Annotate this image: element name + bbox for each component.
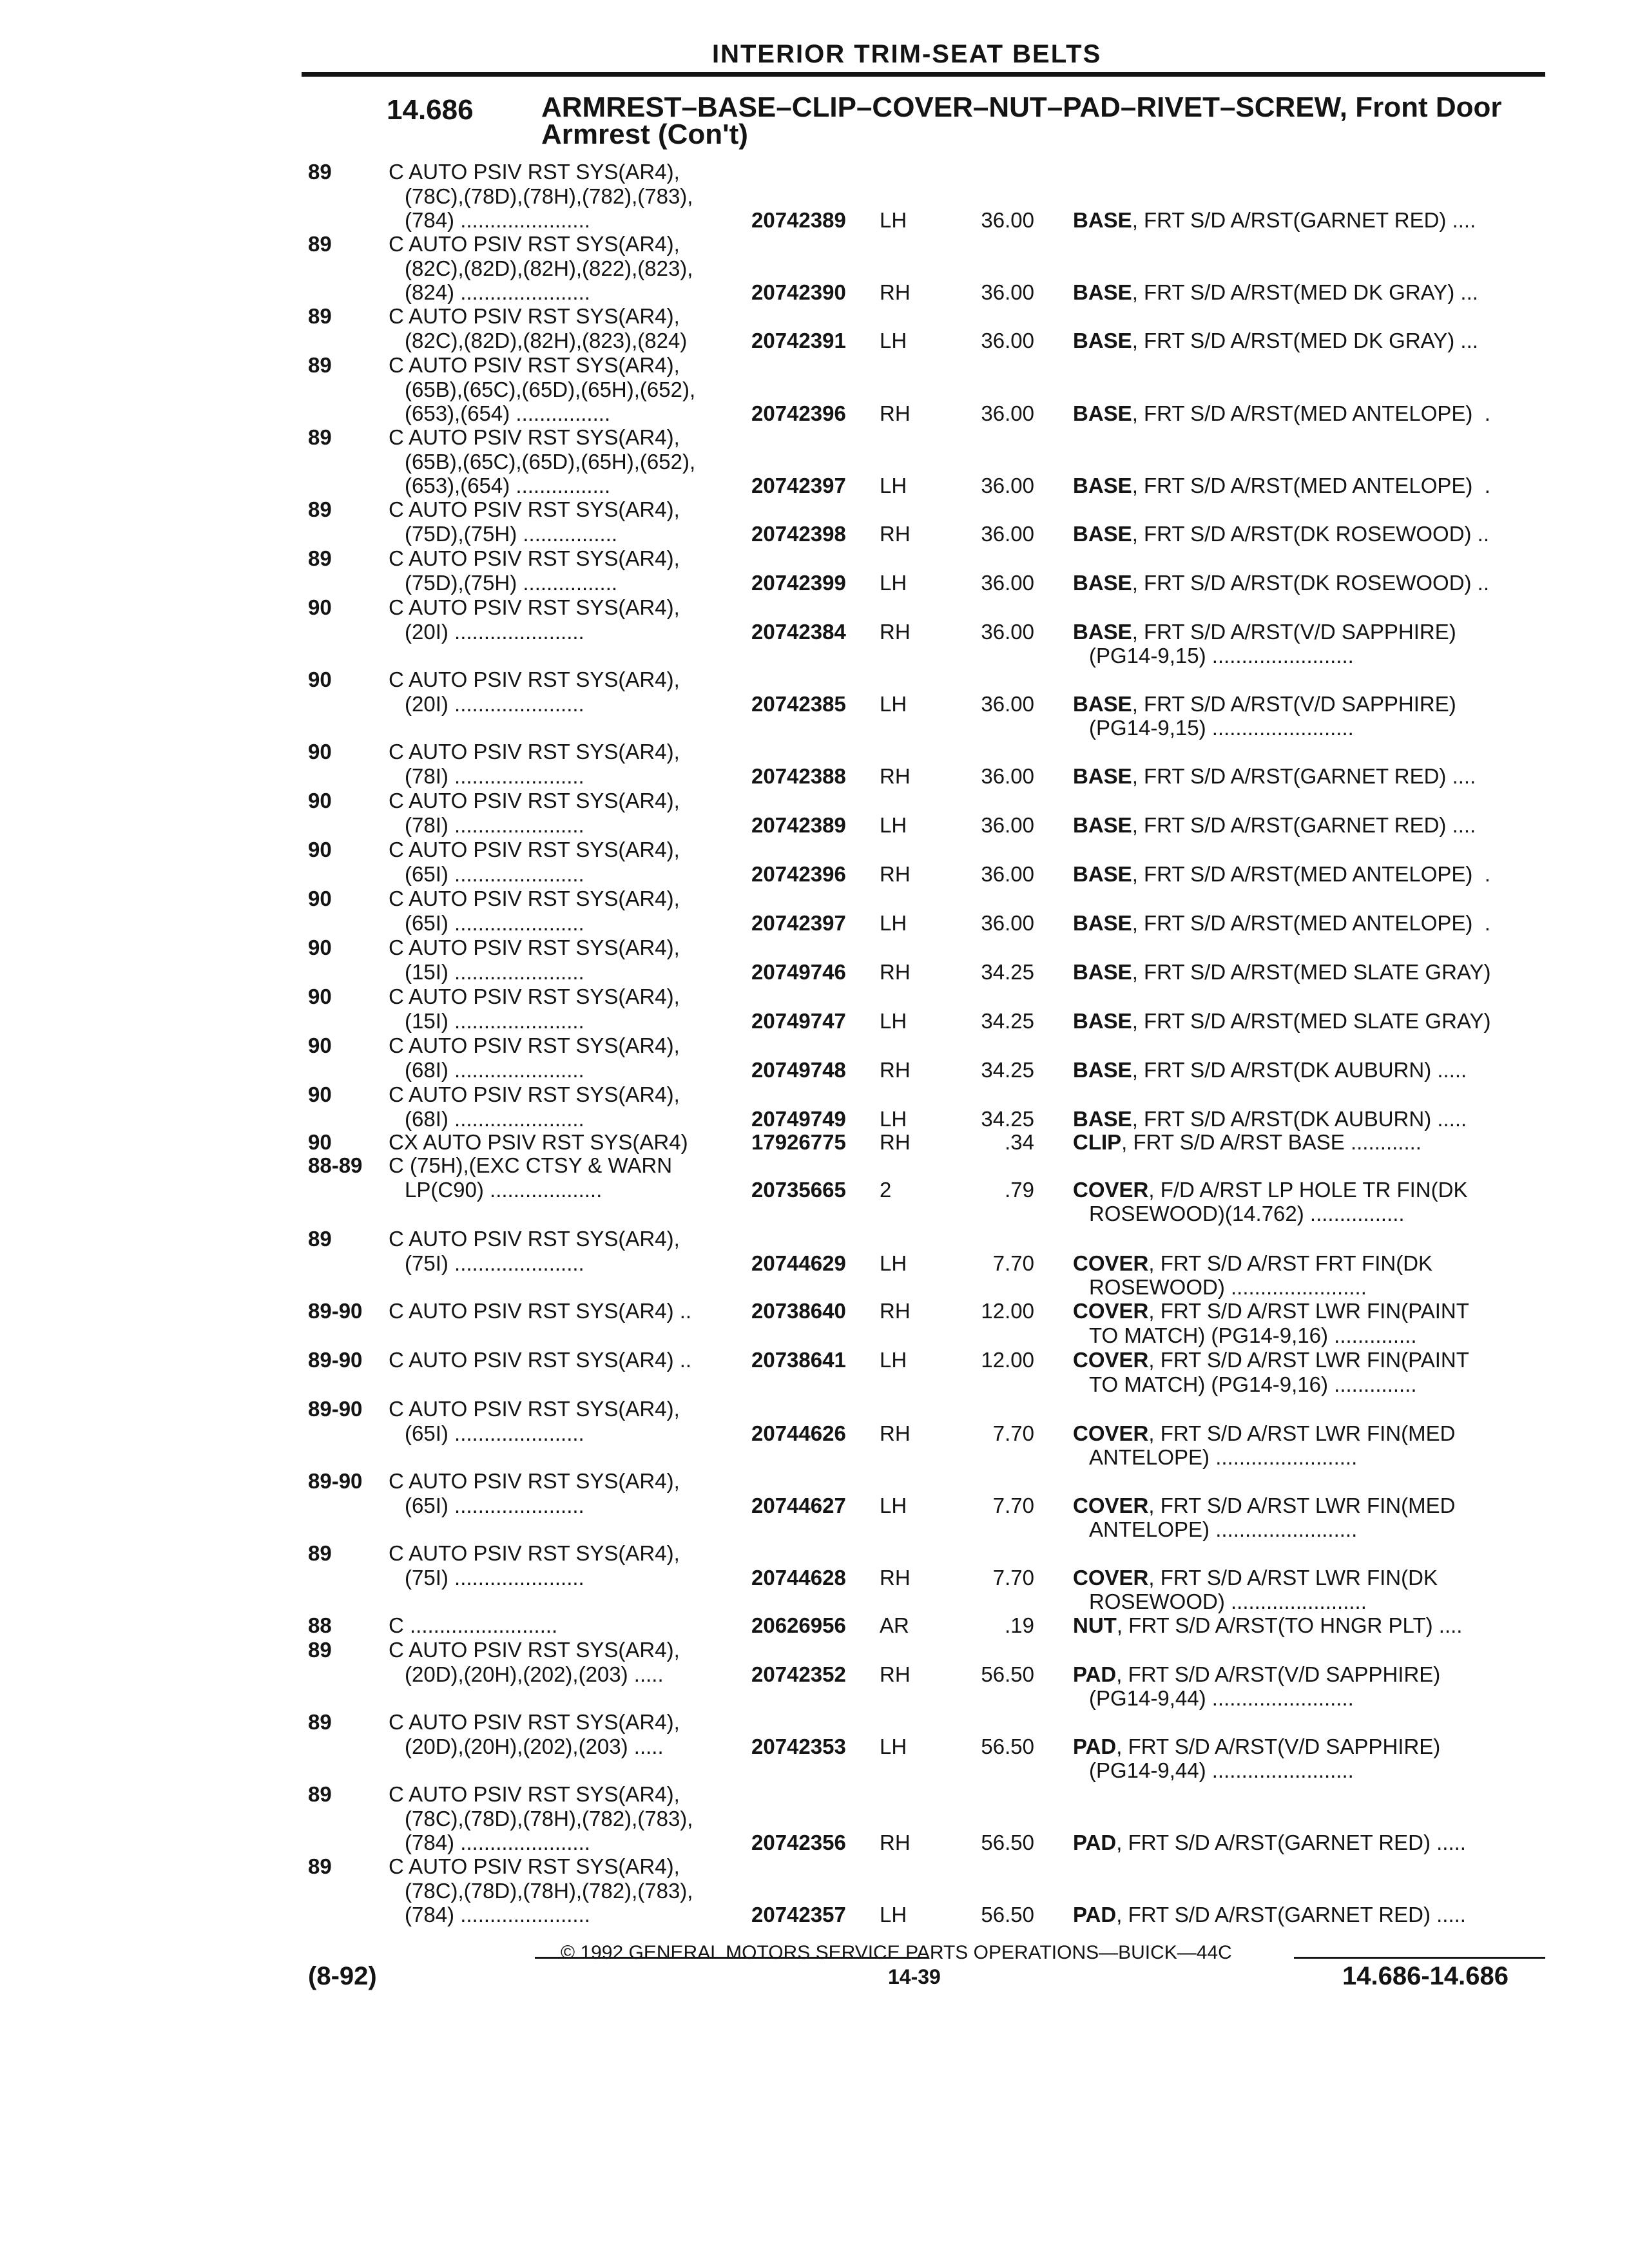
entry-year: 90 [308, 1130, 332, 1154]
entry-description-line: C AUTO PSIV RST SYS(AR4), [389, 425, 680, 449]
entry-price: 7.70 [992, 1421, 1034, 1445]
entry-part-name: BASE [1073, 521, 1132, 546]
entry-price: 36.00 [981, 619, 1034, 644]
entry-year: 88-89 [308, 1153, 363, 1177]
entry-description-line: C AUTO PSIV RST SYS(AR4), [389, 1033, 680, 1057]
entry-price: 36.00 [981, 521, 1034, 546]
entry-year: 89 [308, 497, 332, 521]
entry-year: 89 [308, 232, 332, 256]
entry-price: 36.00 [981, 328, 1034, 352]
entry-price: 34.25 [981, 1008, 1034, 1033]
entry-part-detail: , FRT S/D A/RST BASE ............ [1121, 1130, 1422, 1154]
entry-description-line: (82C),(82D),(82H),(823),(824) [405, 328, 688, 352]
entry-part-number: 20742389 [751, 208, 846, 232]
entry-part-number: 20742396 [751, 861, 846, 886]
entry-description-line: C AUTO PSIV RST SYS(AR4), [389, 1638, 680, 1662]
entry-price: .34 [1005, 1130, 1034, 1154]
entry-description-line: (68I) ...................... [405, 1106, 584, 1131]
entry-part-number: 20742391 [751, 328, 846, 352]
entry-price: 36.00 [981, 812, 1034, 837]
entry-year: 89 [308, 1854, 332, 1878]
entry-price: 36.00 [981, 691, 1034, 716]
entry-quantity: LH [880, 1251, 907, 1275]
entry-part-detail-line: (PG14-9,15) ........................ [1089, 716, 1354, 740]
entry-part-name: NUT [1073, 1613, 1117, 1637]
entry-quantity: RH [880, 1421, 911, 1445]
entry-quantity: LH [880, 1903, 907, 1927]
entry-part-number: 20742356 [751, 1831, 846, 1854]
entry-quantity: LH [880, 1493, 907, 1517]
entry-part-name: PAD [1073, 1662, 1117, 1686]
entry-quantity: RH [880, 1057, 911, 1082]
entry-part-number: 20735665 [751, 1177, 846, 1202]
entry-part-name-line [1073, 571, 1489, 595]
entry-description-line: C AUTO PSIV RST SYS(AR4), [389, 595, 680, 619]
entry-part-name-line [1073, 1251, 1432, 1276]
entry-part-detail-line: ROSEWOOD) ....................... [1089, 1590, 1367, 1613]
entry-price: 34.25 [981, 959, 1034, 984]
entry-part-number: 17926775 [751, 1130, 846, 1154]
entry-description-line: (824) ...................... [405, 280, 590, 304]
entry-part-detail: , FRT S/D A/RST(MED ANTELOPE) . [1132, 861, 1490, 886]
entry-description-line: (784) ...................... [405, 1903, 590, 1927]
entry-part-detail: , FRT S/D A/RST(MED ANTELOPE) . [1132, 474, 1490, 497]
entry-part-name: BASE [1073, 764, 1132, 788]
footer-section-range: 14.686-14.686 [1342, 1962, 1509, 1990]
entry-part-number: 20738641 [751, 1348, 846, 1372]
entry-part-detail: , FRT S/D A/RST LWR FIN(MED [1148, 1493, 1456, 1517]
entry-description-line: (15I) ...................... [405, 959, 584, 984]
entry-price: 56.50 [981, 1734, 1034, 1758]
entry-description-line: C AUTO PSIV RST SYS(AR4), [389, 1710, 680, 1734]
entry-part-detail: , FRT S/D A/RST(V/D SAPPHIRE) [1132, 619, 1456, 644]
entry-part-detail: , FRT S/D A/RST(DK ROSEWOOD) .. [1132, 521, 1490, 546]
entry-price: 56.50 [981, 1662, 1034, 1686]
entry-part-name: BASE [1073, 959, 1132, 984]
entry-part-detail-line: TO MATCH) (PG14-9,16) .............. [1089, 1323, 1417, 1347]
entry-part-number: 20742389 [751, 812, 846, 837]
entry-description-line: (78I) ...................... [405, 764, 584, 788]
entry-quantity: LH [880, 910, 907, 935]
entry-part-detail: , FRT S/D A/RST(GARNET RED) ..... [1116, 1903, 1466, 1927]
entry-quantity: RH [880, 1831, 911, 1854]
entry-part-detail-line: (PG14-9,44) ........................ [1089, 1758, 1354, 1782]
entry-price: 36.00 [981, 764, 1034, 788]
entry-description-line: C AUTO PSIV RST SYS(AR4), [389, 160, 680, 184]
entry-part-name-line [1073, 620, 1456, 644]
entry-year: 89 [308, 1541, 332, 1565]
entry-part-detail: , FRT S/D A/RST(MED DK GRAY) ... [1132, 280, 1478, 304]
entry-part-name: BASE [1073, 812, 1132, 837]
entry-part-name: BASE [1073, 280, 1132, 304]
entry-description-line: C AUTO PSIV RST SYS(AR4), [389, 546, 680, 570]
entry-description-line: C AUTO PSIV RST SYS(AR4), [389, 985, 680, 1008]
entry-description-line: (75D),(75H) ................ [405, 570, 618, 595]
entry-part-name: PAD [1073, 1734, 1117, 1758]
entry-part-name-line [1073, 911, 1490, 936]
entry-part-detail-line: ROSEWOOD) ....................... [1089, 1275, 1367, 1299]
entry-part-name: COVER [1073, 1348, 1149, 1372]
entry-part-number: 20744627 [751, 1493, 846, 1517]
footer-page-number: 14-39 [888, 1965, 941, 1988]
entry-part-name: BASE [1073, 691, 1132, 716]
entry-part-name: BASE [1073, 328, 1132, 352]
footer-date-code: (8-92) [308, 1962, 377, 1990]
entry-part-name: BASE [1073, 619, 1132, 644]
entry-price: 7.70 [992, 1565, 1034, 1590]
entry-description-line: C AUTO PSIV RST SYS(AR4), [389, 1854, 680, 1878]
entry-price: 56.50 [981, 1903, 1034, 1927]
entry-part-detail: , FRT S/D A/RST LWR FIN(MED [1148, 1421, 1456, 1445]
entry-year: 90 [308, 789, 332, 812]
entry-description-line: (65I) ...................... [405, 861, 584, 886]
entry-year: 89 [308, 304, 332, 328]
entry-part-name: BASE [1073, 1106, 1132, 1131]
entry-part-detail: , FRT S/D A/RST(V/D SAPPHIRE) [1116, 1662, 1441, 1686]
entry-description-line: C AUTO PSIV RST SYS(AR4), [389, 1782, 680, 1806]
entry-part-detail-line: (PG14-9,15) ........................ [1089, 644, 1354, 668]
entry-description-line: (15I) ...................... [405, 1008, 584, 1033]
entry-part-detail-line: TO MATCH) (PG14-9,16) .............. [1089, 1372, 1417, 1396]
entry-part-detail: , FRT S/D A/RST(GARNET RED) ..... [1116, 1831, 1466, 1854]
entry-part-detail: , FRT S/D A/RST(DK AUBURN) ..... [1132, 1057, 1467, 1082]
entry-description-line: (82C),(82D),(82H),(822),(823), [405, 256, 693, 280]
entry-year: 89 [308, 1710, 332, 1734]
entry-quantity: RH [880, 280, 911, 304]
entry-part-name: BASE [1073, 208, 1132, 232]
entry-description-line: C ......................... [389, 1613, 558, 1637]
entry-part-detail: , FRT S/D A/RST FRT FIN(DK [1148, 1251, 1433, 1275]
entry-part-name-line [1073, 1735, 1440, 1759]
entry-price: 12.00 [981, 1299, 1034, 1323]
entry-quantity: LH [880, 1734, 907, 1758]
entry-description-line: (20D),(20H),(202),(203) ..... [405, 1734, 664, 1758]
entry-part-number: 20749749 [751, 1106, 846, 1131]
entry-part-detail: , FRT S/D A/RST(V/D SAPPHIRE) [1116, 1734, 1441, 1758]
entry-description-line: (78C),(78D),(78H),(782),(783), [405, 1806, 693, 1831]
entry-year: 89 [308, 353, 332, 377]
entry-part-name-line [1073, 862, 1490, 887]
entry-description-line: (653),(654) ................ [405, 401, 611, 425]
entry-description-line: C AUTO PSIV RST SYS(AR4), [389, 838, 680, 861]
entry-quantity: LH [880, 570, 907, 595]
entry-quantity: RH [880, 959, 911, 984]
entry-part-detail: , FRT S/D A/RST(MED ANTELOPE) . [1132, 910, 1490, 935]
entry-part-name-line [1073, 1058, 1467, 1082]
entry-part-number: 20749748 [751, 1057, 846, 1082]
entry-part-detail: , FRT S/D A/RST(MED SLATE GRAY) [1132, 1008, 1491, 1033]
entry-part-name-line [1073, 1662, 1440, 1687]
entry-quantity: LH [880, 691, 907, 716]
entry-description-line: (784) ...................... [405, 208, 590, 232]
entry-part-number: 20749747 [751, 1008, 846, 1033]
entry-part-number: 20742397 [751, 910, 846, 935]
entry-description-line: C AUTO PSIV RST SYS(AR4), [389, 1541, 680, 1565]
entry-price: 36.00 [981, 280, 1034, 304]
entry-part-name-line [1073, 1421, 1455, 1446]
entry-part-name-line [1073, 1107, 1467, 1131]
entry-part-number: 20742385 [751, 691, 846, 716]
entry-description-line: (78C),(78D),(78H),(782),(783), [405, 184, 693, 208]
entry-part-name: PAD [1073, 1903, 1117, 1927]
entry-quantity: LH [880, 1348, 907, 1372]
entry-year: 88 [308, 1613, 332, 1637]
entry-year: 89-90 [308, 1299, 363, 1323]
entry-description-line: CX AUTO PSIV RST SYS(AR4) [389, 1130, 688, 1154]
entry-quantity: LH [880, 1008, 907, 1033]
entry-description-line: C (75H),(EXC CTSY & WARN [389, 1153, 673, 1177]
entry-part-name: COVER [1073, 1421, 1149, 1445]
entry-part-number: 20742399 [751, 570, 846, 595]
section-title-line-2: Armrest (Con't) [541, 119, 748, 150]
entry-price: 12.00 [981, 1348, 1034, 1372]
entry-year: 90 [308, 740, 332, 764]
entry-part-number: 20742384 [751, 619, 846, 644]
entry-part-number: 20744628 [751, 1565, 846, 1590]
section-number: 14.686 [387, 94, 474, 126]
entry-year: 89-90 [308, 1348, 363, 1372]
entry-year: 90 [308, 1033, 332, 1057]
entry-quantity: RH [880, 619, 911, 644]
entry-description-line: (65I) ...................... [405, 1493, 584, 1517]
entry-description-line: (75I) ...................... [405, 1251, 584, 1275]
entry-quantity: AR [880, 1613, 909, 1637]
entry-part-detail: , FRT S/D A/RST(MED SLATE GRAY) [1132, 959, 1491, 984]
entry-quantity: RH [880, 401, 911, 425]
entry-part-detail: , FRT S/D A/RST(GARNET RED) .... [1132, 812, 1476, 837]
entry-description-line: (20I) ...................... [405, 619, 584, 644]
entry-part-name: BASE [1073, 474, 1132, 497]
entry-price: 34.25 [981, 1057, 1034, 1082]
entry-part-detail: , F/D A/RST LP HOLE TR FIN(DK [1148, 1177, 1468, 1202]
entry-description-line: C AUTO PSIV RST SYS(AR4), [389, 497, 680, 521]
entry-part-name-line [1073, 692, 1456, 716]
entry-year: 90 [308, 936, 332, 959]
entry-quantity: RH [880, 861, 911, 886]
entry-year: 89-90 [308, 1469, 363, 1493]
entry-year: 90 [308, 985, 332, 1008]
entry-price: 7.70 [992, 1493, 1034, 1517]
entry-part-name-line [1073, 1566, 1438, 1590]
entry-price: 36.00 [981, 861, 1034, 886]
entry-quantity: RH [880, 1299, 911, 1323]
entry-year: 90 [308, 1082, 332, 1106]
entry-part-detail: , FRT S/D A/RST(TO HNGR PLT) .... [1116, 1613, 1463, 1637]
footer-rule-right [1294, 1957, 1545, 1959]
entry-part-detail: , FRT S/D A/RST(DK ROSEWOOD) .. [1132, 570, 1490, 595]
entry-description-line: C AUTO PSIV RST SYS(AR4), [389, 740, 680, 764]
entry-quantity: RH [880, 764, 911, 788]
entry-part-detail: , FRT S/D A/RST LWR FIN(PAINT [1148, 1348, 1469, 1372]
entry-part-number: 20742397 [751, 474, 846, 497]
entry-year: 89 [308, 1782, 332, 1806]
entry-quantity: RH [880, 521, 911, 546]
entry-part-name-line [1073, 474, 1490, 498]
entry-quantity: LH [880, 208, 907, 232]
entry-part-name: BASE [1073, 1057, 1132, 1082]
entry-part-detail-line: ANTELOPE) ........................ [1089, 1445, 1358, 1469]
entry-part-name-line [1073, 1903, 1466, 1927]
entry-part-number: 20626956 [751, 1613, 846, 1637]
entry-price: 36.00 [981, 474, 1034, 497]
entry-year: 89 [308, 1638, 332, 1662]
entry-part-number: 20742357 [751, 1903, 846, 1927]
entry-quantity: LH [880, 328, 907, 352]
entry-year: 90 [308, 838, 332, 861]
entry-description-line: C AUTO PSIV RST SYS(AR4), [389, 1082, 680, 1106]
entry-description-line: (65I) ...................... [405, 910, 584, 935]
entry-description-line: (75D),(75H) ................ [405, 521, 618, 546]
footer-copyright: © 1992 GENERAL MOTORS SERVICE PARTS OPERATIONS—BUICK—44C [561, 1942, 1232, 1963]
entry-price: 7.70 [992, 1251, 1034, 1275]
entry-part-name: COVER [1073, 1493, 1149, 1517]
entry-part-detail: , FRT S/D A/RST(MED ANTELOPE) . [1132, 401, 1490, 425]
entry-part-name-line [1073, 208, 1476, 233]
entry-description-line: (65I) ...................... [405, 1421, 584, 1445]
entry-year: 89 [308, 160, 332, 184]
entry-price: 36.00 [981, 401, 1034, 425]
entry-part-number: 20742390 [751, 280, 846, 304]
entry-part-name-line [1073, 764, 1476, 789]
entry-year: 89 [308, 546, 332, 570]
entry-part-name-line [1073, 401, 1490, 426]
entry-part-number: 20742398 [751, 521, 846, 546]
entry-part-name: BASE [1073, 401, 1132, 425]
entry-description-line: C AUTO PSIV RST SYS(AR4), [389, 789, 680, 812]
entry-quantity: 2 [880, 1177, 892, 1202]
entry-quantity: LH [880, 474, 907, 497]
entry-year: 89 [308, 425, 332, 449]
entry-quantity: LH [880, 1106, 907, 1131]
entry-part-name: BASE [1073, 861, 1132, 886]
entry-part-detail: , FRT S/D A/RST(GARNET RED) .... [1132, 208, 1476, 232]
entry-description-line: C AUTO PSIV RST SYS(AR4), [389, 353, 680, 377]
entry-part-name-line [1073, 960, 1491, 985]
entry-description-line: C AUTO PSIV RST SYS(AR4) .. [389, 1348, 692, 1372]
entry-part-name-line [1073, 1831, 1466, 1855]
entry-description-line: (65B),(65C),(65D),(65H),(652), [405, 449, 696, 474]
entry-description-line: (78I) ...................... [405, 812, 584, 837]
entry-part-number: 20749746 [751, 959, 846, 984]
entry-part-name: COVER [1073, 1565, 1149, 1590]
entry-part-detail: , FRT S/D A/RST(V/D SAPPHIRE) [1132, 691, 1456, 716]
entry-part-name: CLIP [1073, 1130, 1122, 1154]
entry-description-line: C AUTO PSIV RST SYS(AR4), [389, 668, 680, 691]
entry-part-name-line [1073, 1613, 1462, 1638]
entry-part-name: COVER [1073, 1299, 1149, 1323]
entry-quantity: RH [880, 1130, 911, 1154]
page-header-title: INTERIOR TRIM-SEAT BELTS [712, 40, 1102, 68]
entry-price: 36.00 [981, 910, 1034, 935]
entry-part-name: BASE [1073, 910, 1132, 935]
entry-part-name-line [1073, 1348, 1469, 1372]
entry-description-line: (68I) ...................... [405, 1057, 584, 1082]
entry-year: 89-90 [308, 1397, 363, 1421]
entry-price: 36.00 [981, 208, 1034, 232]
entry-part-number: 20742396 [751, 401, 846, 425]
entry-part-detail: , FRT S/D A/RST LWR FIN(PAINT [1148, 1299, 1469, 1323]
entry-description-line: C AUTO PSIV RST SYS(AR4) .. [389, 1299, 692, 1323]
entry-description-line: (653),(654) ................ [405, 474, 611, 497]
entry-year: 90 [308, 668, 332, 691]
entry-quantity: LH [880, 812, 907, 837]
entry-year: 89 [308, 1227, 332, 1251]
entry-description-line: (784) ...................... [405, 1831, 590, 1854]
entry-price: 34.25 [981, 1106, 1034, 1131]
entry-description-line: LP(C90) ................... [405, 1177, 602, 1202]
entry-description-line: (78C),(78D),(78H),(782),(783), [405, 1878, 693, 1903]
entry-part-number: 20742352 [751, 1662, 846, 1686]
entry-part-name-line [1073, 1009, 1491, 1033]
entry-part-name: COVER [1073, 1177, 1149, 1202]
entry-part-name: PAD [1073, 1831, 1117, 1854]
entry-part-number: 20744626 [751, 1421, 846, 1445]
entry-part-name-line [1073, 1130, 1422, 1155]
entry-description-line: C AUTO PSIV RST SYS(AR4), [389, 304, 680, 328]
entry-part-detail-line: ANTELOPE) ........................ [1089, 1517, 1358, 1541]
entry-price: 56.50 [981, 1831, 1034, 1854]
entry-part-number: 20744629 [751, 1251, 846, 1275]
entry-part-detail: , FRT S/D A/RST LWR FIN(DK [1148, 1565, 1438, 1590]
entry-part-name-line [1073, 329, 1478, 353]
entry-description-line: (75I) ...................... [405, 1565, 584, 1590]
entry-part-name-line [1073, 1494, 1455, 1518]
entry-year: 90 [308, 595, 332, 619]
entry-part-detail: , FRT S/D A/RST(MED DK GRAY) ... [1132, 328, 1478, 352]
entry-part-number: 20738640 [751, 1299, 846, 1323]
entry-part-name-line [1073, 813, 1476, 838]
entry-part-detail: , FRT S/D A/RST(DK AUBURN) ..... [1132, 1106, 1467, 1131]
entry-description-line: (65B),(65C),(65D),(65H),(652), [405, 377, 696, 401]
entry-part-detail-line: (PG14-9,44) ........................ [1089, 1686, 1354, 1710]
entry-part-detail: , FRT S/D A/RST(GARNET RED) .... [1132, 764, 1476, 788]
entry-price: .79 [1005, 1177, 1034, 1202]
entry-part-name-line [1073, 1178, 1467, 1202]
entry-price: 36.00 [981, 570, 1034, 595]
entry-year: 90 [308, 887, 332, 910]
entry-part-name-line [1073, 522, 1489, 546]
entry-part-name-line [1073, 280, 1478, 305]
entry-description-line: (20D),(20H),(202),(203) ..... [405, 1662, 664, 1686]
entry-quantity: RH [880, 1662, 911, 1686]
entry-part-number: 20742388 [751, 764, 846, 788]
entry-part-detail-line: ROSEWOOD)(14.762) ................ [1089, 1202, 1405, 1225]
entry-part-name: BASE [1073, 1008, 1132, 1033]
entry-description-line: C AUTO PSIV RST SYS(AR4), [389, 936, 680, 959]
entry-description-line: C AUTO PSIV RST SYS(AR4), [389, 1227, 680, 1251]
entry-part-name-line [1073, 1299, 1469, 1323]
entry-part-name: COVER [1073, 1251, 1149, 1275]
entry-description-line: C AUTO PSIV RST SYS(AR4), [389, 887, 680, 910]
entry-price: .19 [1005, 1613, 1034, 1637]
section-title-line-1: ARMREST–BASE–CLIP–COVER–NUT–PAD–RIVET–SCREW, Front Door [541, 91, 1502, 123]
entry-description-line: C AUTO PSIV RST SYS(AR4), [389, 232, 680, 256]
entry-description-line: C AUTO PSIV RST SYS(AR4), [389, 1397, 680, 1421]
entry-description-line: C AUTO PSIV RST SYS(AR4), [389, 1469, 680, 1493]
entry-part-number: 20742353 [751, 1734, 846, 1758]
entry-quantity: RH [880, 1565, 911, 1590]
entry-part-name: BASE [1073, 570, 1132, 595]
entry-description-line: (20I) ...................... [405, 691, 584, 716]
